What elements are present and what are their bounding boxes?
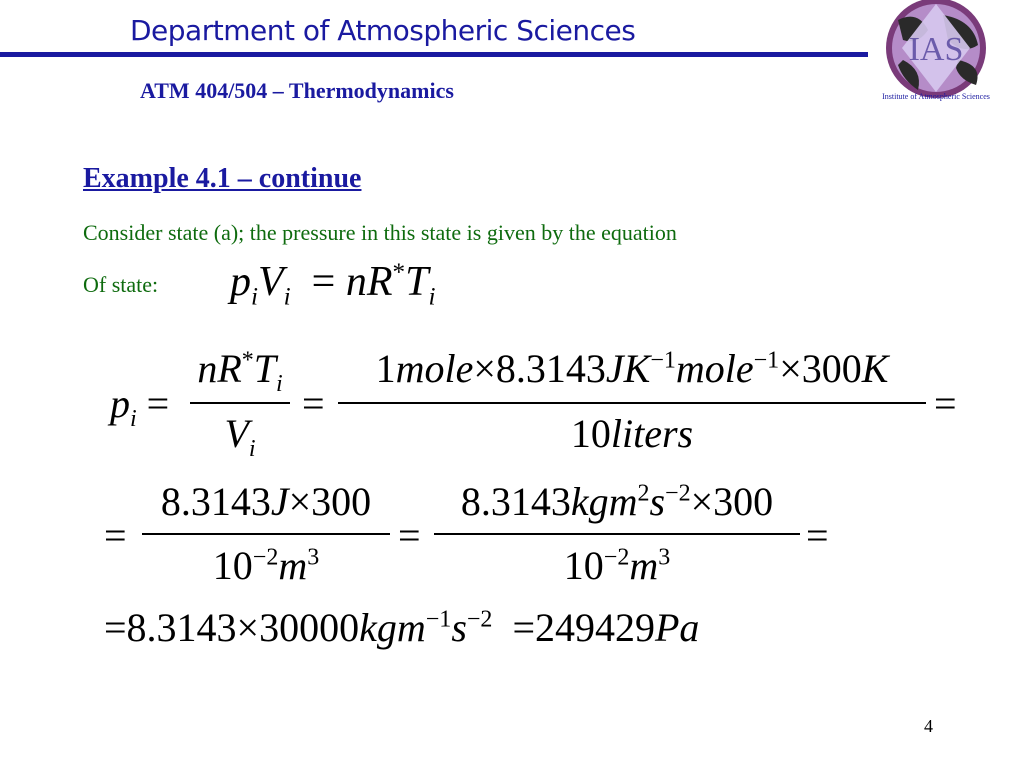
logo-letters: IAS bbox=[908, 31, 964, 68]
eq2-frac2-bar bbox=[434, 533, 800, 535]
logo-caption: Institute of Atmospheric Sciences bbox=[882, 92, 990, 101]
eq1-frac1-den: $V_i$ bbox=[224, 411, 256, 462]
eq1-frac2-num: $1mole\times 8.3143JK^{-1}mole^{-1}\times 300K$ bbox=[375, 346, 889, 391]
page-number: 4 bbox=[924, 716, 933, 736]
eq2-trailing-equals: = bbox=[806, 513, 829, 558]
eq1-equals: = bbox=[302, 381, 325, 426]
eq2-equals: = bbox=[398, 513, 421, 558]
eq1-frac1-bar bbox=[190, 402, 290, 404]
eq2-frac2-den: $10^{-2}m^3$ bbox=[563, 543, 671, 588]
eq1-lhs: $p_i$ = bbox=[110, 381, 170, 432]
header-rule bbox=[0, 52, 868, 57]
intro-line-2: Of state: bbox=[83, 272, 159, 297]
eq2-frac2-num: $8.3143kgm^2s^{-2}\times 300$ bbox=[460, 479, 774, 524]
intro-line-1: Consider state (a); the pressure in this state is given by the equation bbox=[83, 220, 677, 245]
equation-of-state: $p_iV_i = nR^*T_i$ bbox=[230, 259, 436, 311]
eq2-leading-equals: = bbox=[104, 513, 127, 558]
ias-logo bbox=[848, 0, 1024, 104]
department-title: Department of Atmospheric Sciences bbox=[130, 14, 636, 47]
eq1-frac2-bar bbox=[338, 402, 926, 404]
example-title: Example 4.1 – continue bbox=[83, 163, 362, 194]
eq3-result: $=8.3143\times 30000kgm^{-1}s^{-2} =249429Pa$ bbox=[104, 605, 700, 650]
course-title: ATM 404/504 – Thermodynamics bbox=[140, 78, 454, 103]
eq2-frac1-num: 8.3143J×300 bbox=[160, 479, 372, 524]
eq2-frac1-den: $10^{-2}m^3$ bbox=[212, 543, 320, 588]
eq1-trailing-equals: = bbox=[934, 381, 957, 426]
eq1-frac2-den: 10liters bbox=[570, 411, 694, 456]
eq2-frac1-bar bbox=[142, 533, 390, 535]
eq1-frac1-num: $nR^*T_i$ bbox=[197, 346, 283, 397]
